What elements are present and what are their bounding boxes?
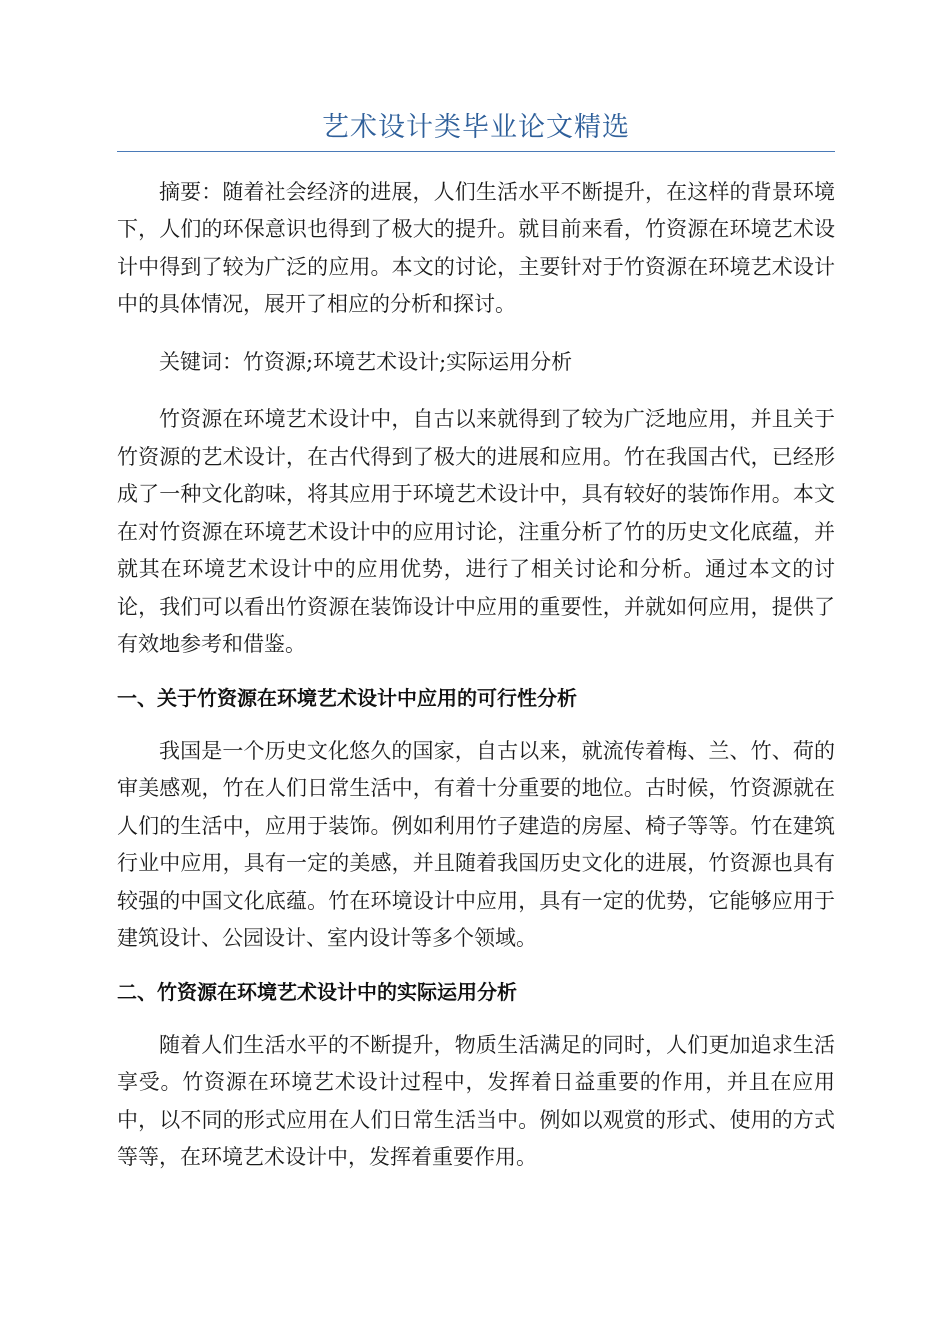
document-page [117, 108, 835, 1177]
document-title: 艺术设计类毕业论文精选 [117, 108, 835, 152]
section-heading-2: 二、竹资源在环境艺术设计中的实际运用分析 [117, 979, 517, 1004]
section-heading-1: 一、关于竹资源在环境艺术设计中应用的可行性分析 [117, 685, 577, 710]
section-body-1: 我国是一个历史文化悠久的国家，自古以来，就流传着梅、兰、竹、荷的审美感观，竹在人们日常生活中，有着十分重要的地位。古时候，竹资源就在人们的生活中，应用于装饰。例如利用竹子建造的房屋、椅子等等。竹在建筑行业中应用，具有一定的美感，并且随着我国历史文化的进展，竹资源也具有较强的中国文化底蕴。竹在环境设计中应用，具有一定的优势，它能够应用于建筑设计、公园设计、室内设计等多个领域。 [117, 738, 835, 950]
section-body-2: 随着人们生活水平的不断提升，物质生活满足的同时，人们更加追求生活享受。竹资源在环境艺术设计过程中，发挥着日益重要的作用，并且在应用中，以不同的形式应用在人们日常生活当中。例如以观赏的形式、使用的方式等等，在环境艺术设计中，发挥着重要作用。 [117, 1032, 835, 1169]
abstract-paragraph: 摘要：随着社会经济的进展，人们生活水平不断提升，在这样的背景环境下，人们的环保意识也得到了极大的提升。就目前来看，竹资源在环境艺术设计中得到了较为广泛的应用。本文的讨论，主要针对于竹资源在环境艺术设计中的具体情况，展开了相应的分析和探讨。 [117, 179, 835, 316]
keywords-paragraph: 关键词：竹资源;环境艺术设计;实际运用分析 [159, 349, 573, 374]
intro-paragraph: 竹资源在环境艺术设计中，自古以来就得到了较为广泛地应用，并且关于竹资源的艺术设计，在古代得到了极大的进展和应用。竹在我国古代，已经形成了一种文化韵味，将其应用于环境艺术设计中，具有较好的装饰作用。本文在对竹资源在环境艺术设计中的应用讨论，注重分析了竹的历史文化底蕴，并就其在环境艺术设计中的应用优势，进行了相关讨论和分析。通过本文的讨论，我们可以看出竹资源在装饰设计中应用的重要性，并就如何应用，提供了有效地参考和借鉴。 [117, 407, 835, 656]
